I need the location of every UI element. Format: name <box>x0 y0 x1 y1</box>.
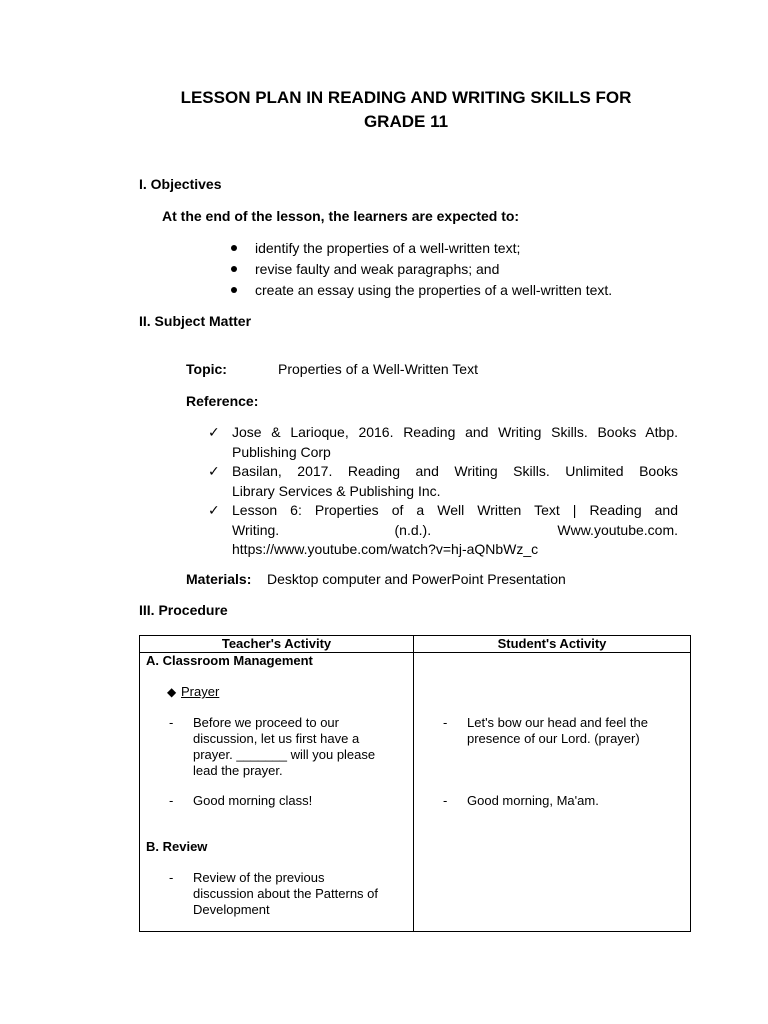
dash-marker: - <box>443 715 448 730</box>
document-title-line2: GRADE 11 <box>363 112 449 131</box>
student-item-prayer: Let's bow our head and feel the presence of our Lord. (prayer) <box>467 715 649 746</box>
objectives-heading: I. Objectives <box>139 176 222 192</box>
objectives-intro: At the end of the lesson, the learners are expected to: <box>162 208 520 224</box>
teacher-item-prayer: Before we proceed to our discussion, let us first have a prayer. _______ will you please lead the prayer. <box>193 715 376 778</box>
reference-item: ✓ Jose & Larioque, 2016. Reading and Writing Skills. Books Atbp. Publishing Corp <box>208 424 678 460</box>
dash-marker: - <box>443 793 448 808</box>
table-header-row <box>140 636 691 653</box>
reference-label: Reference: <box>186 393 259 409</box>
section-review: B. Review <box>146 839 208 854</box>
table-row <box>140 653 691 932</box>
student-item-greeting: Good morning, Ma'am. <box>467 793 599 808</box>
objectives-list <box>230 238 710 301</box>
bullet-icon <box>231 245 237 251</box>
objective-item: revise faulty and weak paragraphs; and <box>230 259 710 280</box>
objective-item: identify the properties of a well-written text; <box>230 238 710 259</box>
dash-marker: - <box>169 870 174 885</box>
prayer-label: Prayer <box>181 684 220 699</box>
checkmark-icon: ✓ <box>208 502 220 518</box>
topic-label: Topic: <box>186 361 227 377</box>
dash-marker: - <box>169 715 174 730</box>
teacher-item-review: Review of the previous discussion about the Patterns of Development <box>193 870 379 917</box>
column-header-student: Student's Activity <box>414 636 691 653</box>
materials-label: Materials: <box>186 571 252 587</box>
materials-value: Desktop computer and PowerPoint Presentation <box>267 571 566 587</box>
reference-item: ✓ Basilan, 2017. Reading and Writing Skills. Unlimited Books Library Services & Publishing Inc. <box>208 463 678 499</box>
teacher-item-greeting: Good morning class! <box>193 793 313 808</box>
column-header-teacher: Teacher's Activity <box>140 636 414 653</box>
checkmark-icon: ✓ <box>208 463 220 479</box>
student-activity-cell <box>414 653 691 932</box>
teacher-activity-cell <box>140 653 414 932</box>
section-classroom-management: A. Classroom Management <box>146 653 313 668</box>
subject-matter-heading: II. Subject Matter <box>139 313 252 329</box>
objective-item: create an essay using the properties of a well-written text. <box>230 280 710 301</box>
procedure-table <box>139 635 691 932</box>
diamond-bullet-icon: ◆ <box>167 685 177 699</box>
procedure-heading: III. Procedure <box>139 602 228 618</box>
document-title-line1: LESSON PLAN IN READING AND WRITING SKILLS FOR <box>180 88 632 107</box>
bullet-icon <box>231 266 237 272</box>
dash-marker: - <box>169 793 174 808</box>
topic-value: Properties of a Well-Written Text <box>278 361 478 377</box>
reference-item: ✓ Lesson 6: Properties of a Well Written Text | Reading and Writing. (n.d.). Www.youtube.com. https://www.youtube.com/watch?v=hj-aQNbWz_c <box>208 502 678 557</box>
bullet-icon <box>231 287 237 293</box>
checkmark-icon: ✓ <box>208 424 220 440</box>
